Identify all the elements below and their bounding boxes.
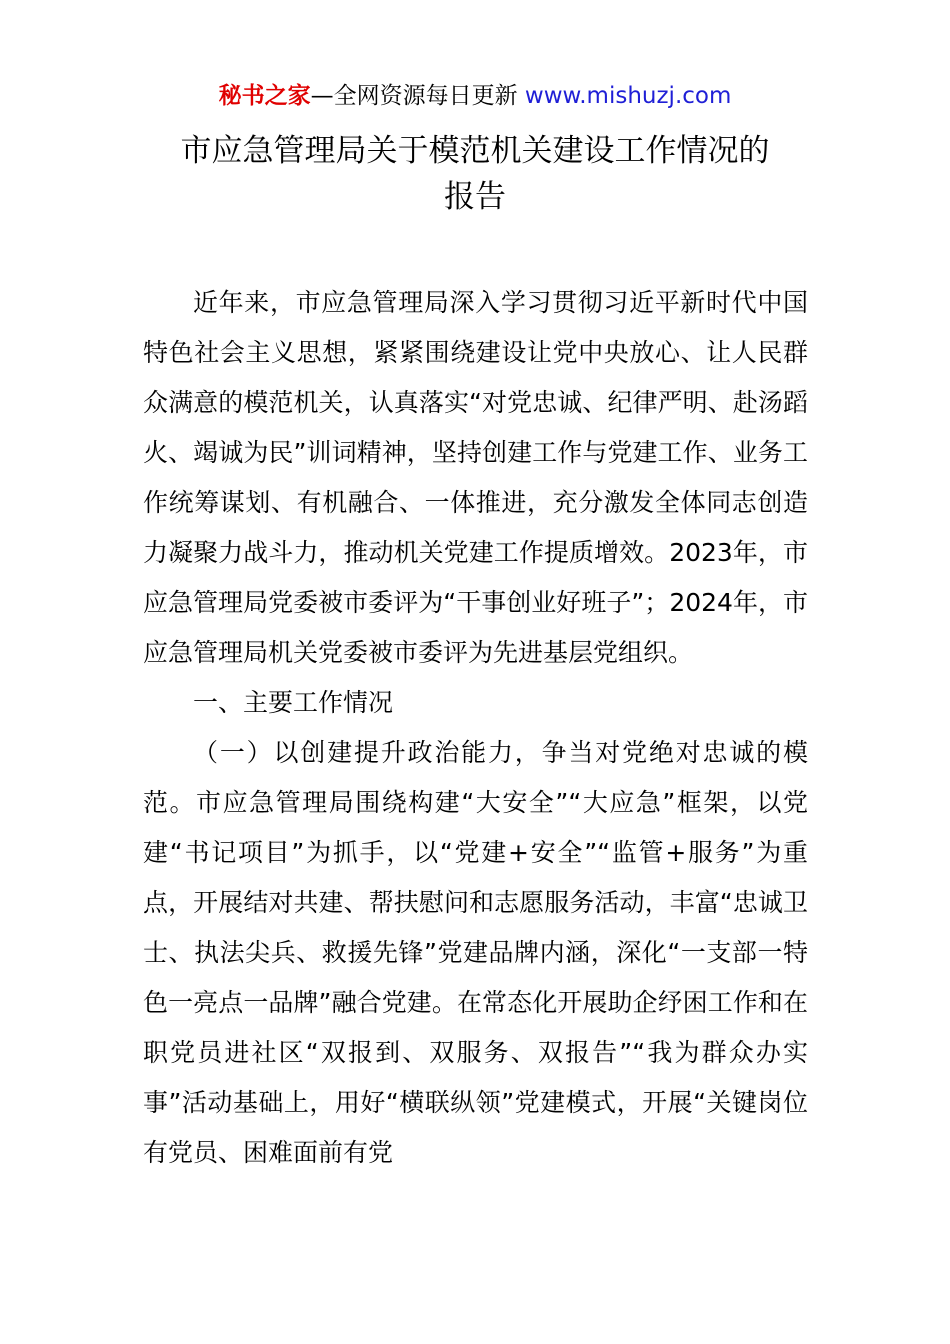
site-tagline: —全网资源每日更新	[310, 83, 518, 109]
section-heading: 一、主要工作情况	[193, 688, 394, 717]
intro-paragraph: 近年来，市应急管理局深入学习贯彻习近平新时代中国特色社会主义思想，紧紧围绕建设让党中央放心、让人民群众满意的模范机关，认真落实“对党忠诚、纪律严明、赴汤蹈火、竭诚为民”训词精神，坚持创建工作与党建工作、业务工作统筹谋划、有机融合、一体推进，充分激发全体同志创造力凝聚力战斗力，推动机关党建工作提质增效。2023年，市应急管理局党委被市委评为“干事创业好班子”；2024年，市应急管理局机关党委被市委评为先进基层党组织。	[143, 288, 808, 667]
document-title	[0, 128, 950, 220]
site-url-link[interactable]: www.mishuzj.com	[524, 83, 732, 109]
document-title-line-1: 市应急管理局关于模范机关建设工作情况的	[180, 133, 770, 169]
document-title-line-2: 报告	[444, 179, 506, 215]
subsection-paragraph: （一）以创建提升政治能力，争当对党绝对忠诚的模范。市应急管理局围绕构建“大安全”“大应急”框架，以党建“书记项目”为抓手，以“党建+安全”“监管+服务”为重点，开展结对共建、帮扶慰问和志愿服务活动，丰富“忠诚卫士、执法尖兵、救援先锋”党建品牌内涵，深化“一支部一特色一亮点一品牌”融合党建。在常态化开展助企纾困工作和在职党员进社区“双报到、双服务、双报告”“我为群众办实事”活动基础上，用好“横联纵领”党建模式，开展“关键岗位有党员、困难面前有党	[143, 738, 808, 1167]
site-brand: 秘书之家	[218, 83, 311, 109]
site-header	[0, 80, 950, 112]
document-body	[143, 278, 808, 1178]
